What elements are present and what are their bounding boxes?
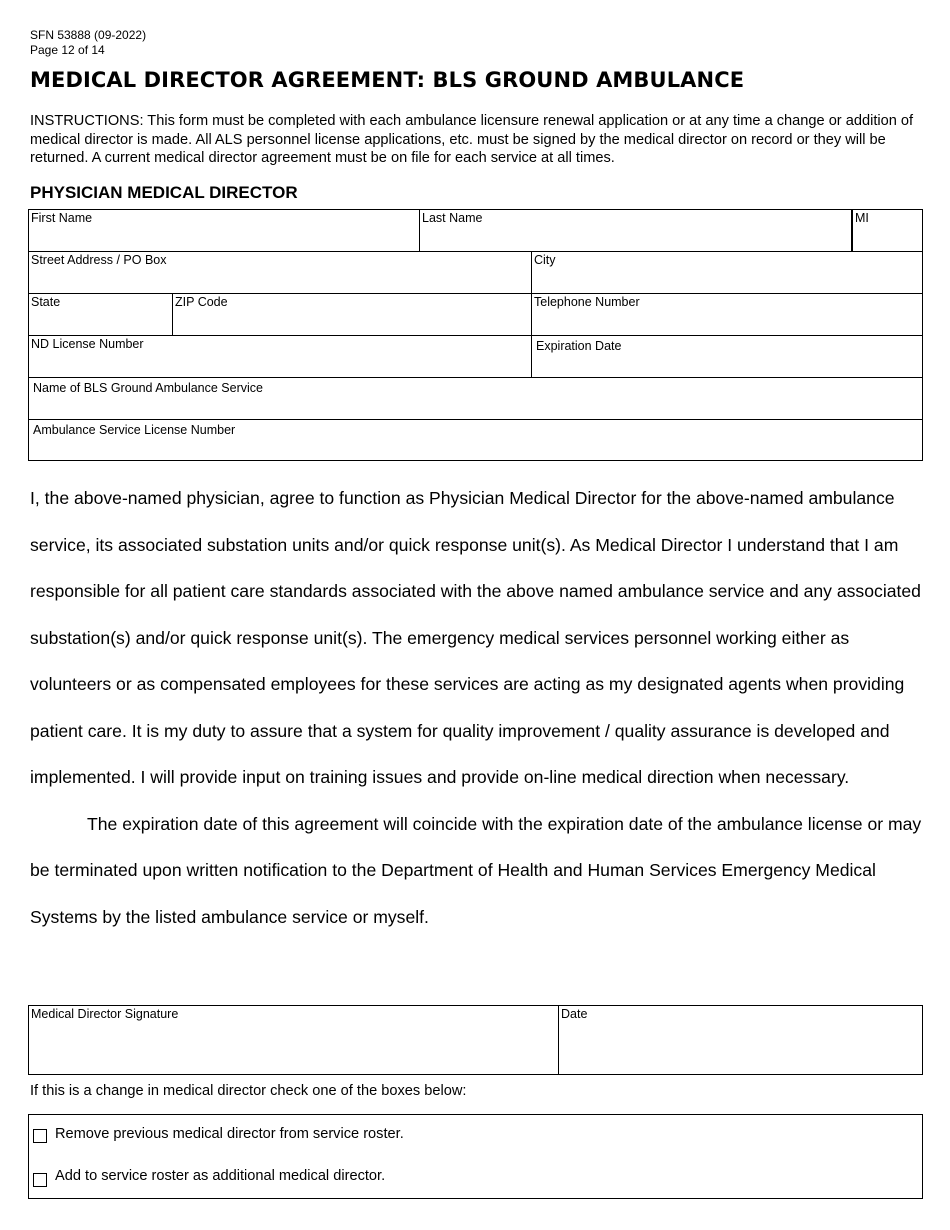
change-note: If this is a change in medical director check one of the boxes below: xyxy=(30,1083,467,1099)
state-label: State xyxy=(31,295,61,309)
mi-field[interactable] xyxy=(855,226,920,249)
signature-table xyxy=(28,1005,923,1075)
page-number: Page 12 of 14 xyxy=(30,43,105,57)
signature-label: Medical Director Signature xyxy=(31,1007,179,1021)
zip-field[interactable] xyxy=(175,310,529,333)
instructions-text: INSTRUCTIONS: This form must be completed with each ambulance licensure renewal application or at any time a change or addition of medical director is made. All ALS personnel license applications, etc. must be signed by the medical director on record or they will be returned. A current medical director agreement must be on file for each service at all times. xyxy=(30,113,914,166)
service-name-label: Name of BLS Ground Ambulance Service xyxy=(33,381,263,395)
col-divider xyxy=(851,210,853,251)
form-number: SFN 53888 (09-2022) xyxy=(30,28,147,42)
state-field[interactable] xyxy=(31,310,170,333)
service-license-field[interactable] xyxy=(33,438,920,458)
expiration-field[interactable] xyxy=(536,354,920,375)
signature-field[interactable] xyxy=(31,1023,556,1072)
city-label: City xyxy=(534,253,556,267)
date-field[interactable] xyxy=(561,1023,920,1072)
license-field[interactable] xyxy=(31,352,529,375)
row-divider xyxy=(29,335,922,336)
expiration-label: Expiration Date xyxy=(536,339,622,353)
row-divider xyxy=(29,251,922,252)
section-title: PHYSICIAN MEDICAL DIRECTOR xyxy=(30,183,298,202)
street-label: Street Address / PO Box xyxy=(31,253,167,267)
row-divider xyxy=(29,293,922,294)
physician-info-table xyxy=(28,209,923,461)
agreement-paragraph-2: The expiration date of this agreement will coincide with the expiration date of the ambulance license or may be terminated upon written notification to the Department of Health and Human Services Emergency Medical Systems by the listed ambulance service or myself. xyxy=(30,813,922,927)
last-name-label: Last Name xyxy=(422,211,483,225)
add-director-checkbox[interactable] xyxy=(33,1173,47,1187)
service-license-label: Ambulance Service License Number xyxy=(33,423,236,437)
license-label: ND License Number xyxy=(31,337,144,351)
telephone-label: Telephone Number xyxy=(534,295,640,309)
row-divider xyxy=(29,377,922,378)
add-director-label: Add to service roster as additional medical director. xyxy=(55,1168,386,1184)
page-title: MEDICAL DIRECTOR AGREEMENT: BLS GROUND AMBULANCE xyxy=(30,68,745,92)
first-name-label: First Name xyxy=(31,211,93,225)
agreement-text xyxy=(30,475,925,940)
mi-label: MI xyxy=(855,211,869,225)
first-name-field[interactable] xyxy=(31,226,417,249)
street-field[interactable] xyxy=(31,268,529,291)
zip-label: ZIP Code xyxy=(175,295,228,309)
service-name-field[interactable] xyxy=(33,396,920,417)
row-divider xyxy=(29,419,922,420)
date-label: Date xyxy=(561,1007,588,1021)
col-divider xyxy=(172,293,173,335)
change-options-box xyxy=(28,1114,923,1199)
col-divider xyxy=(558,1006,559,1074)
agreement-paragraph-1: I, the above-named physician, agree to function as Physician Medical Director for the above-named ambulance service, its associated substation units and/or quick response unit(s). As Medical Director I understand that I am responsible for all patient care standards associated with the above named ambulance service and any associated substation(s) and/or quick response unit(s). The emergency medical services personnel working either as volunteers or as compensated employees for these services are acting as my designated agents when providing patient care. It is my duty to assure that a system for quality improvement / quality assurance is developed and implemented. I will provide input on training issues and provide on-line medical direction when necessary. xyxy=(30,488,921,787)
remove-director-checkbox[interactable] xyxy=(33,1129,47,1143)
col-divider xyxy=(531,251,532,377)
last-name-field[interactable] xyxy=(422,226,849,249)
remove-director-label: Remove previous medical director from service roster. xyxy=(55,1126,404,1142)
city-field[interactable] xyxy=(534,268,920,291)
col-divider xyxy=(419,210,420,251)
telephone-field[interactable] xyxy=(534,310,920,333)
